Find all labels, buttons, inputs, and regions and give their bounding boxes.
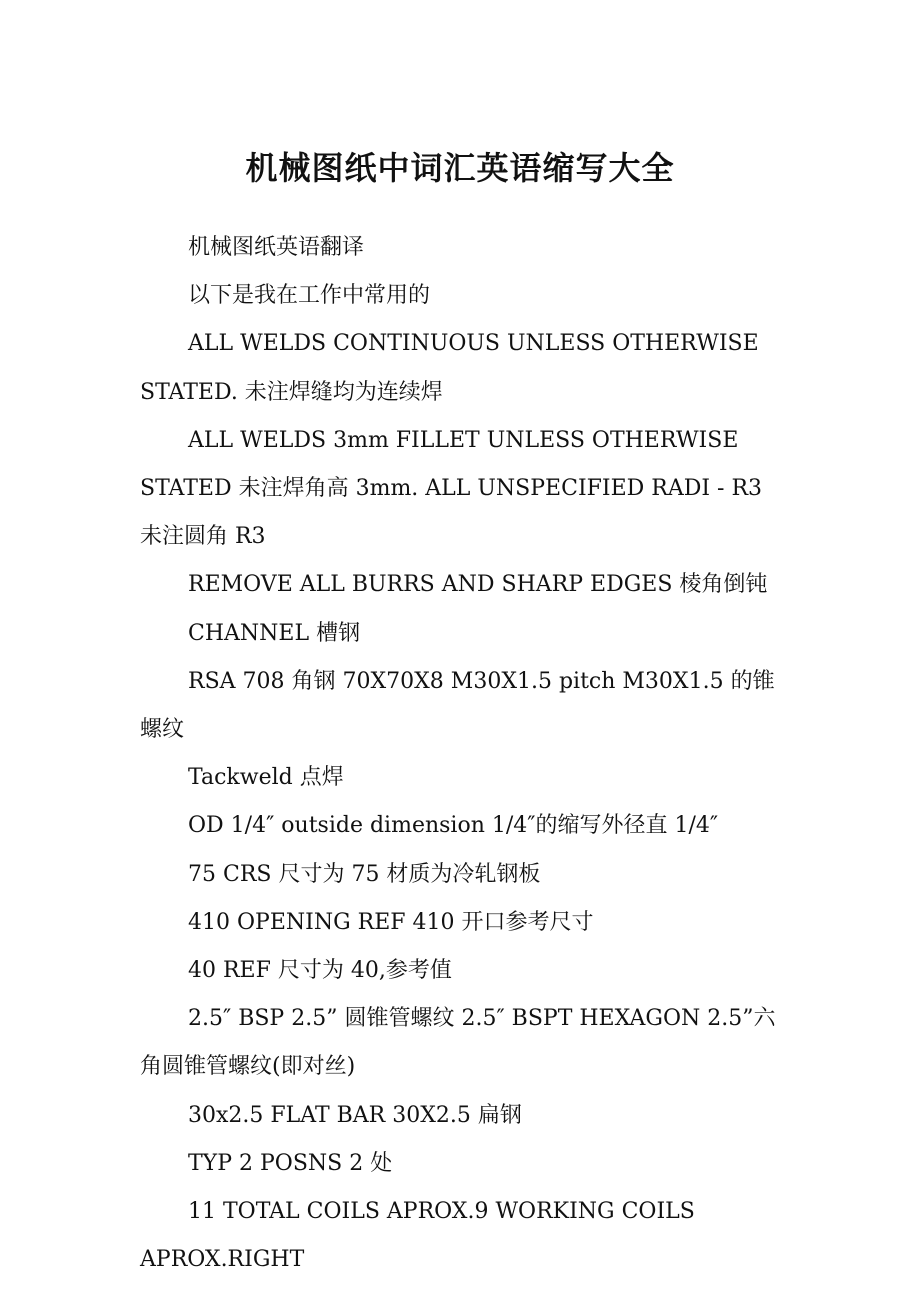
- paragraph: TYP 2 POSNS 2 处: [188, 1150, 393, 1176]
- paragraph: CHANNEL 槽钢: [188, 620, 361, 646]
- paragraph: 30x2.5 FLAT BAR 30X2.5 扁钢: [188, 1102, 522, 1128]
- paragraph: OD 1/4″ outside dimension 1/4″的缩写外径直 1/4″: [188, 813, 719, 839]
- paragraph: ALL WELDS CONTINUOUS UNLESS OTHERWISE STATED. 未注焊缝均为连续焊: [140, 331, 759, 405]
- paragraph: RSA 708 角钢 70X70X8 M30X1.5 pitch M30X1.5 的锥螺纹: [140, 668, 775, 743]
- paragraph: 410 OPENING REF 410 开口参考尺寸: [188, 909, 594, 935]
- paragraph: 2.5″ BSP 2.5” 圆锥管螺纹 2.5″ BSPT HEXAGON 2.5”六角圆锥管螺纹(即对丝): [140, 1006, 776, 1080]
- paragraph: REMOVE ALL BURRS AND SHARP EDGES 棱角倒钝: [188, 572, 768, 598]
- paragraph: 机械图纸英语翻译: [188, 235, 365, 260]
- paragraph: ALL WELDS 3mm FILLET UNLESS OTHERWISE STATED 未注焊角高 3mm. ALL UNSPECIFIED RADI - R3 未注圆角 R3: [140, 427, 763, 550]
- paragraph: 75 CRS 尺寸为 75 材质为冷轧钢板: [188, 861, 541, 887]
- document-title: 机械图纸中词汇英语缩写大全: [245, 149, 675, 187]
- paragraph: 11 TOTAL COILS APROX.9 WORKING COILS APROX.RIGHT: [140, 1199, 695, 1273]
- paragraph: 40 REF 尺寸为 40,参考值: [188, 958, 452, 984]
- document-body: [140, 224, 785, 1284]
- paragraph: Tackweld 点焊: [188, 765, 344, 791]
- paragraph: 以下是我在工作中常用的: [188, 283, 431, 309]
